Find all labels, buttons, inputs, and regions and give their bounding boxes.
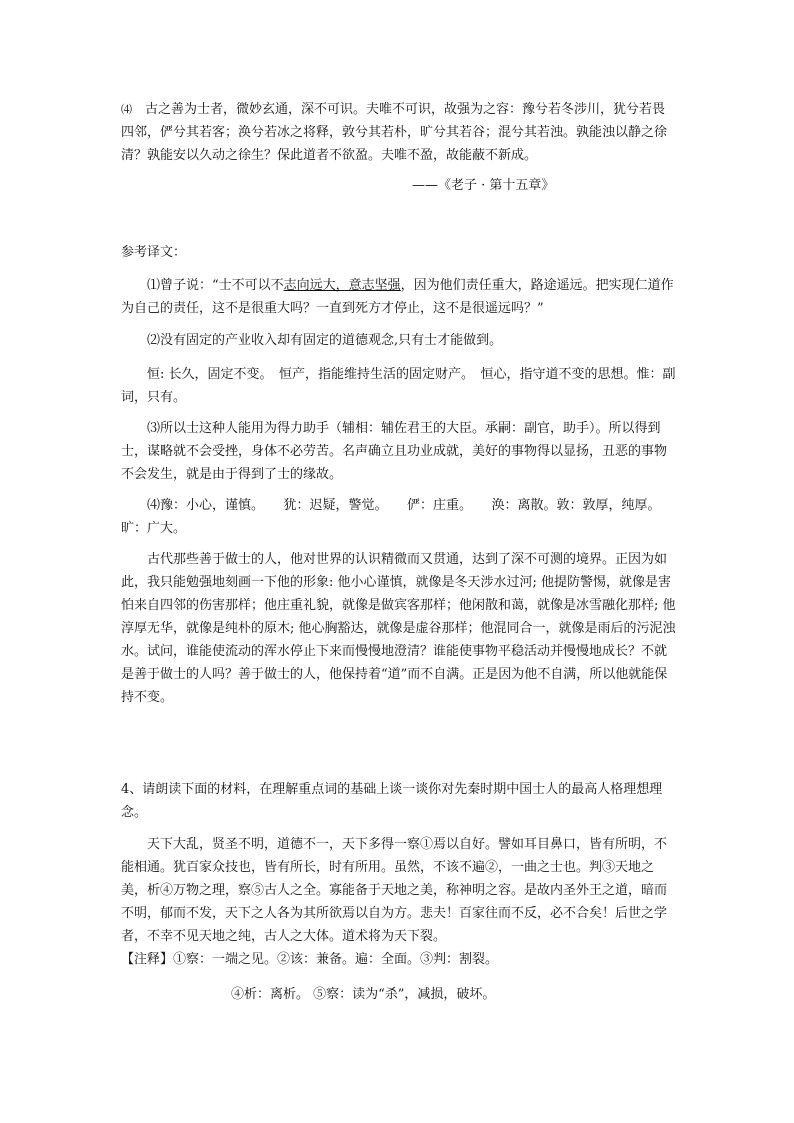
translation-p1-end: ，因为他们责任重大，路途遥远。把实现仁道作为自己的责任，这不是很重大吗？一直到死方才停止，这不是很遥远吗？” xyxy=(121,278,674,316)
translation-heading: 参考译文： xyxy=(121,245,187,260)
question-4-prompt: 4、请朗读下面的材料，在理解重点词的基础上谈一谈你对先秦时期中国士人的最高人格理想理念。 xyxy=(121,782,663,820)
translation-paragraph-1 xyxy=(121,274,677,320)
question-4-notes-line-2: ④析：离析。 ⑤察：读为“杀”，减损，破坏。 xyxy=(231,987,496,1002)
passage-text: 古之善为士者，微妙玄通，深不可识。夫唯不可识，故强为之容：豫兮若冬涉川，犹兮若畏四邻，俨兮其若客；涣兮若冰之将释，敦兮其若朴，旷兮其若谷；混兮其若浊。孰能浊以静之徐清？孰能安以久动之徐生？保此道者不欲盈。夫唯不盈，故能蔽不新成。 xyxy=(121,102,668,163)
question-4-passage: 天下大乱，贤圣不明，道德不一，天下多得一察①焉以自好。譬如耳目鼻口，皆有所明，不能相通。犹百家众技也，皆有所长，时有所用。虽然，不该不遍②，一曲之士也。判③天地之美，析④万物之理，察⑤古人之全。寡能备于天地之美，称神明之容。是故内圣外王之道，暗而不明，郁而不发，天下之人各为其所欲焉以自为方。悲夫！百家往而不反，必不合矣！后世之学者，不幸不见天地之纯，古人之大体。道术将为天下裂。 xyxy=(121,837,668,944)
translation-p1-underlined: 志向远大，意志坚强 xyxy=(283,278,401,293)
translation-paragraph-5: ⑷豫：小心，谨慎。 犹：迟疑，警觉。 俨：庄重。 涣：离散。敦：敦厚，纯厚。 旷：广大。 xyxy=(121,498,681,536)
passage-laozi-15 xyxy=(121,98,677,167)
passage-attribution: ——《老子 · 第十五章》 xyxy=(412,178,555,193)
question-4-notes-line-1: 【注释】①察：一端之见。②该：兼备。遍：全面。③判：割裂。 xyxy=(121,952,499,967)
passage-number: ⑷ xyxy=(121,103,132,116)
translation-p1-start: ⑴曾子说：“士不可以不 xyxy=(147,278,284,293)
translation-paragraph-6: 古代那些善于做士的人，他对世界的认识精微而又贯通，达到了深不可测的境界。正因为如此，我只能勉强地刻画一下他的形象: 他小心谨慎，就像是冬天涉水过河; 他提防警惕，就像是害怕来自四邻的伤害那样；他庄重礼貌，就像是做宾客那样；他闲散和蔼，就像是冰雪融化那样; 他淳厚无华，就像是纯朴的原木; 他心胸豁达，就像是虚谷那样；他混同合一，就像是雨后的污泥浊水。试问，谁能使流动的浑水停止下来而慢慢地澄清？谁能使事物平稳活动并慢慢地成长？不就是善于做士的人吗？善于做士的人，他保持着“道”而不自满。正是因为他不自满，所以他就能保持不变。 xyxy=(121,552,676,705)
translation-paragraph-3: 恒: 长久，固定不变。 恒产，指能维持生活的固定财产。 恒心，指守道不变的思想。惟：副词，只有。 xyxy=(121,367,676,405)
translation-paragraph-4: ⑶所以士这种人能用为得力助手（辅相：辅佐君王的大臣。承嗣：副官，助手）。所以得到士，谋略就不会受挫，身体不必劳苦。名声确立且功业成就，美好的事物得以显扬，丑恶的事物不会发生，就是由于得到了士的缘故。 xyxy=(121,421,668,482)
translation-paragraph-2: ⑵没有固定的产业收入却有固定的道德观念,只有士才能做到。 xyxy=(147,333,503,348)
